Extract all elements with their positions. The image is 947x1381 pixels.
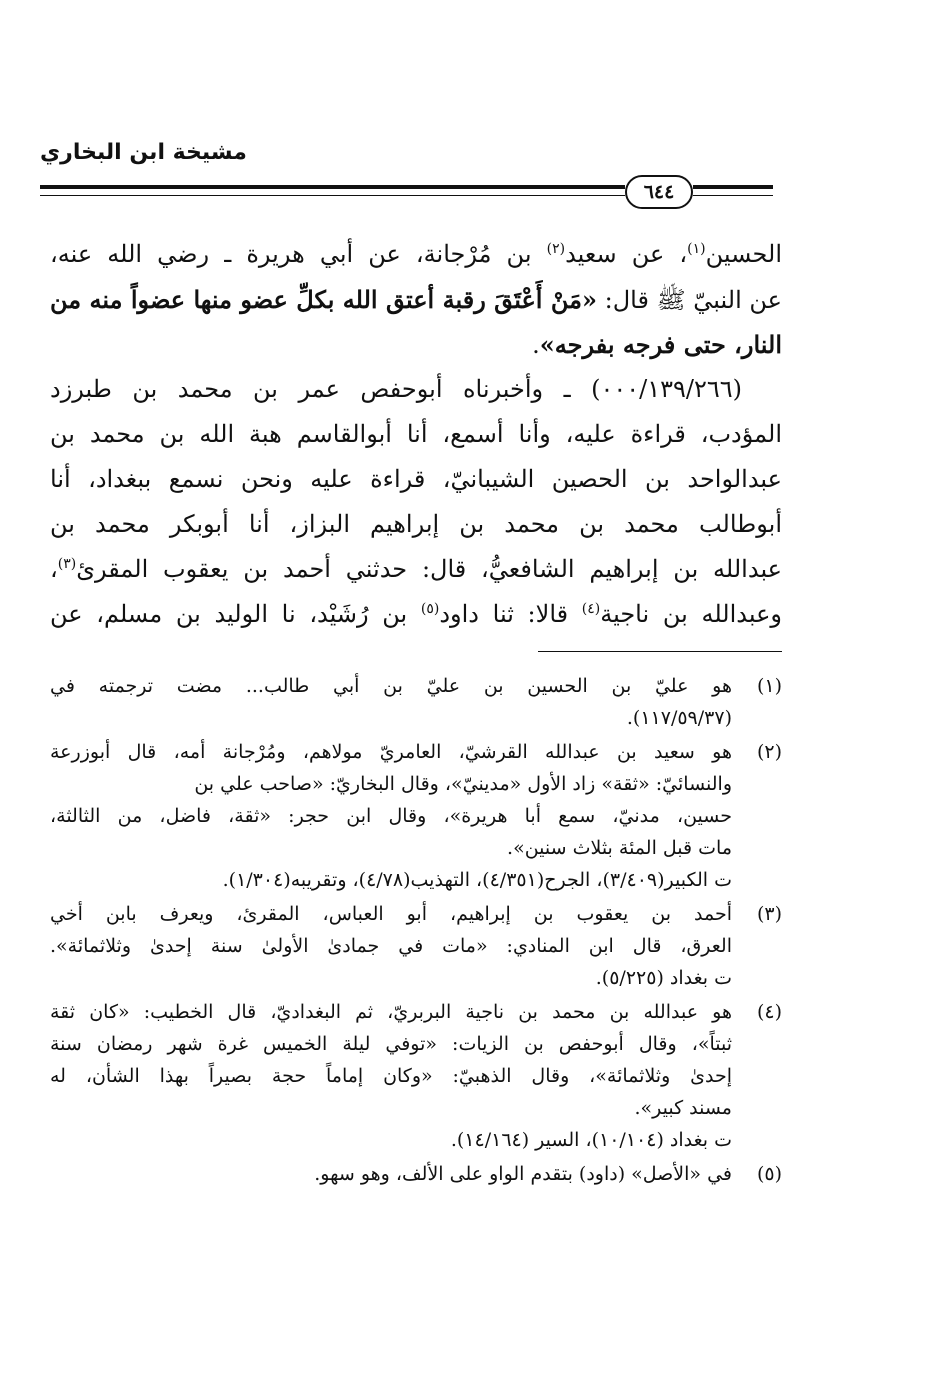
text-line	[50, 412, 782, 457]
text-segment: ،	[50, 555, 58, 583]
footnotes	[50, 670, 782, 1192]
text-segment: عبدالواحد بن الحصين الشيبانيّ، قراءة عليه ونحن نسمع ببغداد، أنا	[50, 465, 782, 493]
header-rule-thin	[40, 195, 625, 196]
text-segment: بن رُشَيْد، نا الوليد بن مسلم، عن	[50, 600, 421, 628]
text-segment: قالا: ثنا داود	[439, 600, 582, 628]
footnote-line: هو عبدالله بن محمد بن ناجية البربريّ، ثم البغداديّ، قال الخطيب: «كان ثقة	[50, 1001, 732, 1023]
text-segment: بن مُرْجانة، عن أبي هريرة ـ رضي الله عنه،	[50, 240, 547, 268]
text-line	[50, 277, 782, 322]
footnote-line: ت بغداد (١٠/١٠٤)، السير (١٤/١٦٤).	[450, 1129, 732, 1151]
footnote	[50, 1158, 782, 1190]
footnote-ref: (١)	[687, 241, 706, 257]
footnote-number: (١)	[756, 675, 782, 697]
footnote-line: مسند كبير».	[634, 1097, 732, 1119]
footnote-line: مات قبل المئة بثلاث سنين».	[507, 837, 732, 859]
text-segment: عبدالله بن إبراهيم الشافعيُّ، قال: حدثني أحمد بن يعقوب المقرئ	[76, 555, 782, 583]
footnote-ref: (٤)	[581, 601, 601, 617]
footnote-body	[50, 670, 732, 734]
footnote-line: هو عليّ بن الحسين بن عليّ بن أبي طالب... مضت ترجمته في	[50, 675, 732, 697]
footnote-line: أحمد بن يعقوب بن إبراهيم، أبو العباس، المقرئ، ويعرف بابن أخي	[50, 903, 732, 925]
footnote-line: ثبتاً»، وقال أبوحفص بن الزيات: «توفي ليلة الخميس غرة شهر رمضان سنة	[50, 1033, 732, 1055]
text-segment: أبوطالب محمد بن محمد بن إبراهيم البزاز، أنا أبوبكر محمد بن	[50, 510, 782, 538]
footnote-body	[50, 736, 732, 896]
running-title: مشيخة ابن البخاري	[40, 140, 247, 165]
text-segment: المؤدب، قراءة عليه، وأنا أسمع، أنا أبوالقاسم هبة الله بن محمد بن	[50, 420, 782, 448]
text-segment: النار، حتى فرجه بفرجه»	[539, 330, 782, 359]
text-line	[50, 457, 782, 502]
text-segment: وعبدالله بن ناجية	[600, 600, 782, 628]
text-segment: الحسين	[705, 240, 782, 268]
footnote-separator	[538, 651, 782, 652]
footnote	[50, 996, 782, 1156]
footnote-line: ت الكبير(٣/٤٠٩)، الجرح(٤/٣٥١)، التهذيب(٤/٧٨)، وتقريبه(١/٣٠٤).	[222, 869, 732, 891]
footnote-line: والنسائيّ: «ثقة» زاد الأول «مدينيّ»، وقال البخاريّ: «صاحب علي بن	[194, 773, 732, 795]
main-text	[50, 232, 782, 637]
footnote-ref: (٢)	[546, 241, 566, 257]
header-rule-thick	[40, 185, 625, 189]
footnote-body	[50, 898, 732, 994]
footnote-ref: (٥)	[420, 601, 440, 617]
footnote-number: (٤)	[756, 1001, 782, 1023]
footnote-ref: (٣)	[57, 556, 77, 572]
text-line	[50, 322, 782, 367]
text-segment: .	[532, 331, 540, 359]
footnote-number: (٢)	[756, 741, 782, 763]
text-line	[50, 367, 782, 412]
text-line	[50, 502, 782, 547]
footnote-body	[50, 996, 732, 1156]
text-line	[50, 592, 782, 637]
text-segment: ، عن سعيد	[565, 240, 688, 268]
footnote-line: حسين، مدنيّ، سمع أبا هريرة»، وقال ابن حجر: «ثقة، فاضل، من الثالثة،	[50, 805, 732, 827]
text-line	[50, 547, 782, 592]
header-rule-right-thin	[693, 195, 773, 196]
footnote-line: العرق، قال ابن المنادي: «مات في جمادىٰ الأولىٰ سنة إحدىٰ وثلاثمائة».	[50, 935, 732, 957]
footnote	[50, 898, 782, 994]
page-number: ٦٤٤	[625, 175, 693, 209]
footnote-line: هو سعيد بن عبدالله القرشيّ، العامريّ مولاهم، ومُرْجانة أمه، قال أبوزرعة	[50, 741, 732, 763]
footnote-line: إحدىٰ وثلاثمائة»، وقال الذهبيّ: «وكان إماماً حجة بصيراً بهذا الشأن، له	[50, 1065, 732, 1087]
text-line	[50, 232, 782, 277]
footnote-line: في «الأصل» (داود) بتقدم الواو على الألف، وهو سهو.	[314, 1163, 732, 1185]
footnote-body	[50, 1158, 732, 1190]
text-segment: «مَنْ أَعْتَقَ رقبة أعتق الله بكلِّ عضو منها عضواً منه من	[50, 285, 597, 314]
header-rule-right-thick	[693, 185, 773, 189]
footnote	[50, 670, 782, 734]
footnote-number: (٥)	[756, 1163, 782, 1185]
text-segment: (٠٠٠/١٣٩/٢٦٦) ـ وأخبرناه أبوحفص عمر بن محمد بن طبرزد	[50, 375, 742, 403]
text-segment: عن النبيّ ﷺ قال:	[596, 286, 782, 314]
footnote	[50, 736, 782, 896]
footnote-line: ت بغداد (٥/٢٢٥).	[595, 967, 732, 989]
footnote-number: (٣)	[756, 903, 782, 925]
footnote-line: (١١٧/٥٩/٣٧).	[626, 707, 732, 729]
